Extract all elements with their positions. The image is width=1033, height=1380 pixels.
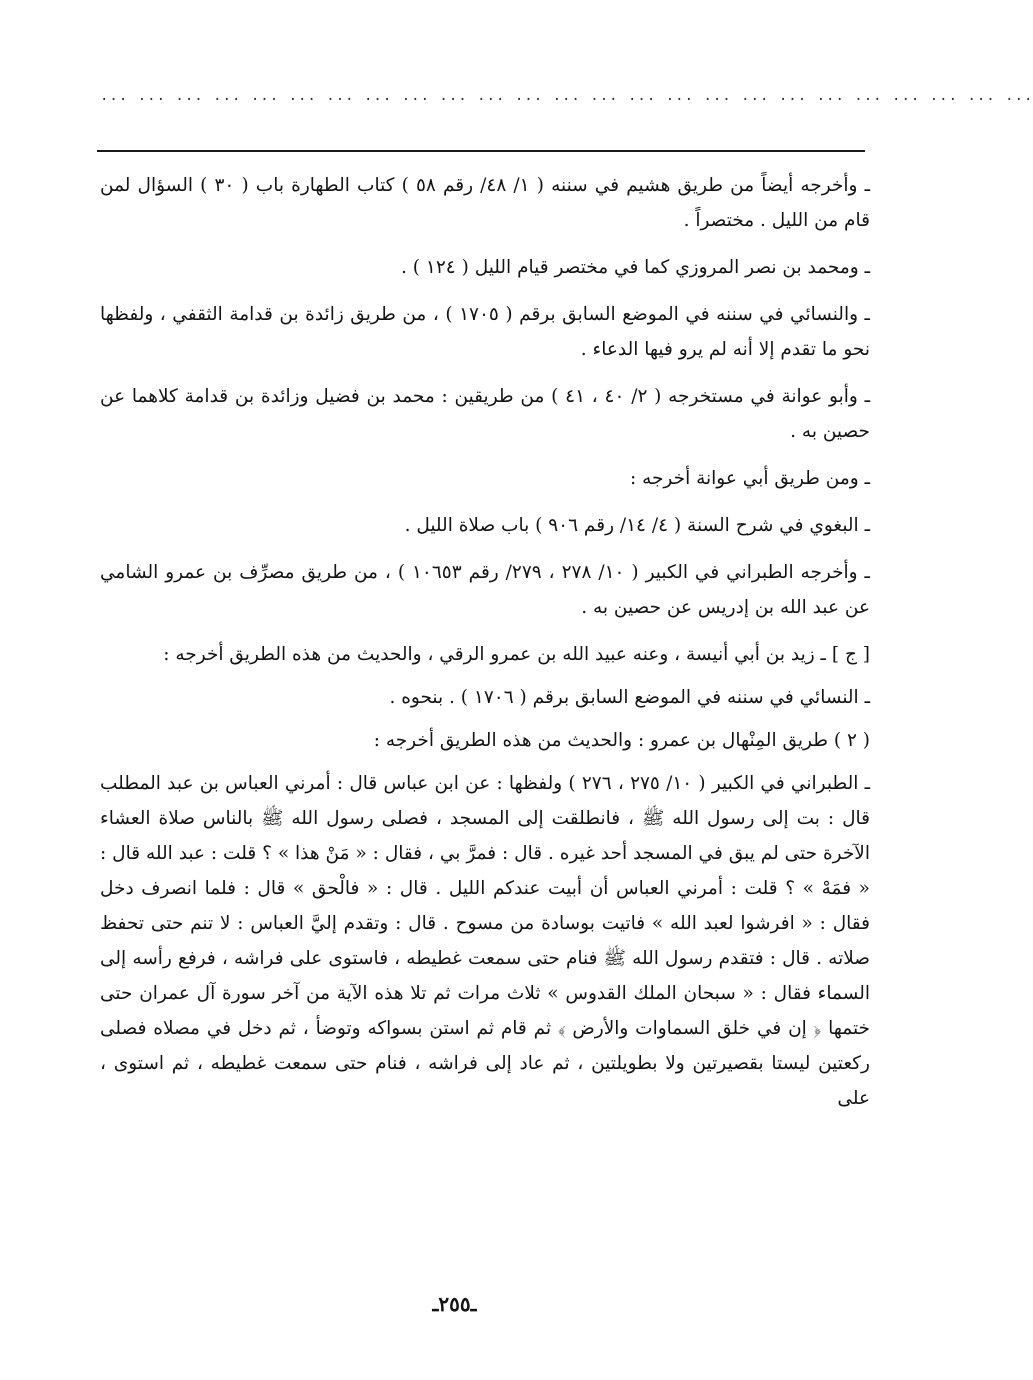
footnote-paragraph: ـ النسائي في سننه في الموضع السابق برقم ( ١٧٠٦ ) . بنحوه .: [389, 687, 870, 708]
footnote-paragraph: ـ ومن طريق أبي عوانة أخرجه :: [629, 468, 870, 489]
footnote-paragraph: [ ج ] ـ زيد بن أبي أنيسة ، وعنه عبيد الله بن عمرو الرقي ، والحديث من هذه الطريق أخرجه :: [163, 644, 870, 665]
page-number: ـ٢٥٥ـ: [432, 1292, 477, 1316]
footnote-paragraph: ـ الطبراني في الكبير ( ١٠/ ٢٧٥ ، ٢٧٦ ) ولفظها : عن ابن عباس قال : أمرني العباس بن عبد المطلب قال : بت إلى رسول الله ﷺ ، فانطلقت إلى المسجد ، فصلى رسول الله ﷺ بالناس صلاة العشاء الآخرة حتى لم يبق في المسجد أحد غيره . قال : فمرَّ بي ، فقال : « مَنْ هذا » ؟ قلت : عبد الله قال : « فمَهْ » ؟ قلت : أمرني العباس أن أبيت عندكم الليل . قال : « فالْحق » قال : فلما انصرف دخل فقال : « افرشوا لعبد الله » فاتيت بوسادة من مسوح . قال : وتقدم إليَّ العباس : لا تنم حتى تحفظ صلاته . قال : فتقدم رسول الله ﷺ فنام حتى سمعت غطيطه ، فاستوى على فراشه ، فرفع رأسه إلى السماء فقال : « سبحان الملك القدوس » ثلاث مرات ثم تلا هذه الآية من آخر سورة آل عمران حتى ختمها ﴿ إن في خلق السماوات والأرض ﴾ ثم قام ثم استن بسواكه وتوضأ ، ثم دخل في مصلاه فصلى ركعتين ليستا بقصيرتين ولا بطويلتين ، ثم عاد إلى فراشه ، فنام حتى سمعت غطيطه ، ثم استوى ، على: [100, 773, 870, 1109]
footnote-paragraph: ـ البغوي في شرح السنة ( ٤/ ١٤/ رقم ٩٠٦ ) باب صلاة الليل .: [404, 515, 870, 536]
footnote-paragraph: ـ وأبو عوانة في مستخرجه ( ٢/ ٤٠ ، ٤١ ) من طريقين : محمد بن فضيل وزائدة بن قدامة كلاهما عن حصين به .: [100, 386, 870, 442]
footnote-paragraph: ـ وأخرجه أيضاً من طريق هشيم في سننه ( ١/ ٤٨/ رقم ٥٨ ) كتاب الطهارة باب ( ٣٠ ) السؤال لمن قام من الليل . مختصراً .: [100, 175, 870, 231]
footnote-paragraph: ـ ومحمد بن نصر المروزي كما في مختصر قيام الليل ( ١٢٤ ) .: [401, 257, 870, 278]
footnote-paragraph: ( ٢ ) طريق المِنْهال بن عمرو : والحديث من هذه الطريق أخرجه :: [373, 730, 870, 751]
footnote-paragraph: ـ وأخرجه الطبراني في الكبير ( ١٠/ ٢٧٨ ، ٢٧٩/ رقم ١٠٦٥٣ ) ، من طريق مصرِّف بن عمرو الشامي عن عبد الله بن إدريس عن حصين به .: [100, 562, 870, 618]
footnote-rule: [97, 150, 865, 152]
footnotes-body: [100, 168, 870, 1116]
separator-dots: ... ... ... ... ... ... ... ... ... ... ... ... ... ... ... ... ... ... ... ... ... ... ... ... ...: [100, 88, 1033, 104]
footnote-paragraph: ـ والنسائي في سننه في الموضع السابق برقم ( ١٧٠٥ ) ، من طريق زائدة بن قدامة الثقفي ، ولفظها نحو ما تقدم إلا أنه لم يرو فيها الدعاء .: [100, 304, 870, 360]
